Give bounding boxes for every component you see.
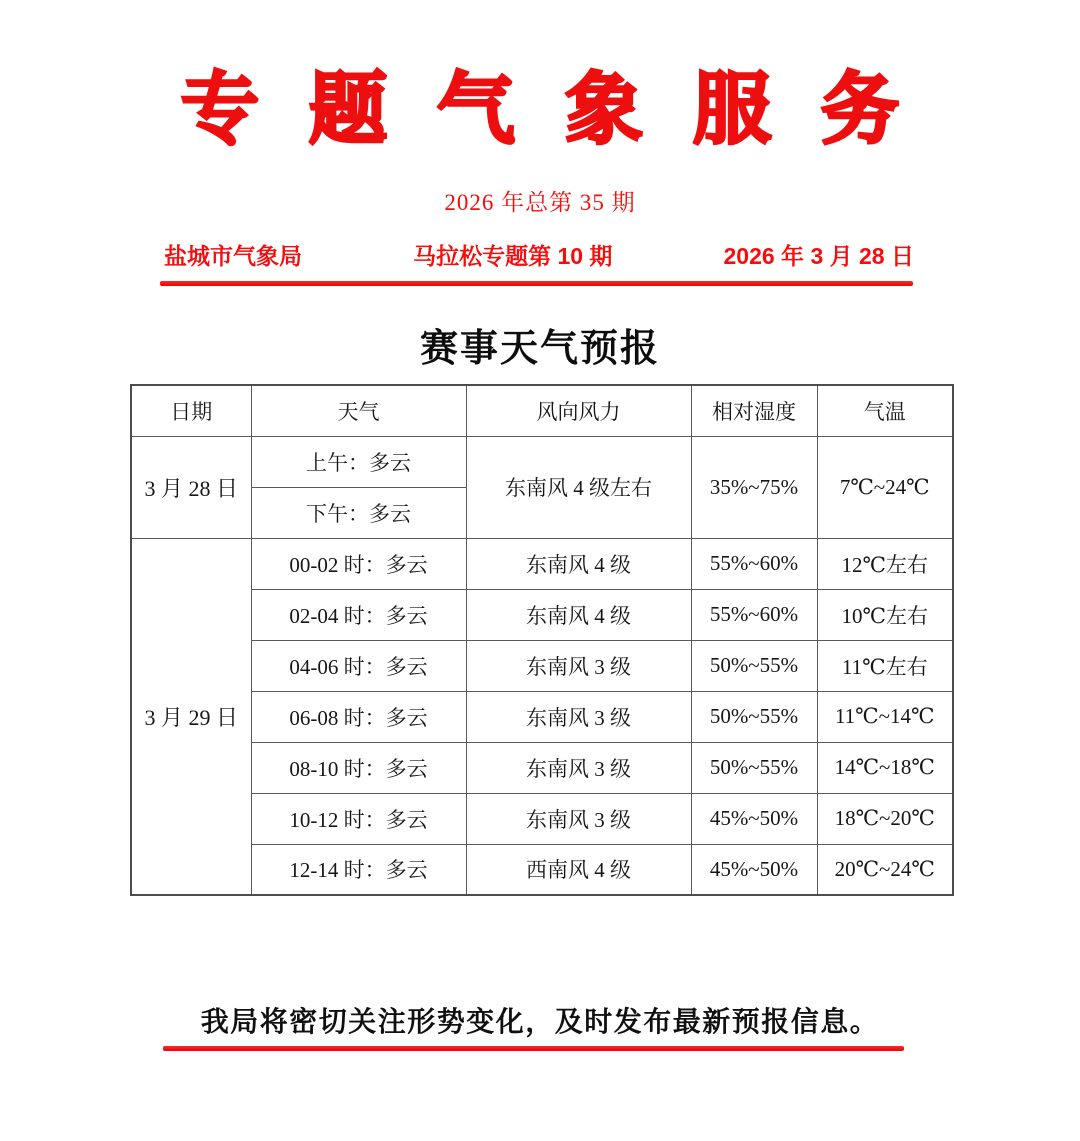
section-title: 赛事天气预报 — [419, 328, 660, 370]
table-row — [131, 640, 953, 691]
weather-cell: 12-14 时：多云 — [251, 844, 466, 895]
table-row — [131, 436, 953, 487]
table-row — [131, 538, 953, 589]
humidity-cell: 50%~55% — [691, 742, 817, 793]
temperature-cell: 11℃左右 — [817, 640, 953, 691]
agency-name: 盐城市气象局 — [164, 243, 302, 269]
temperature-cell: 18℃~20℃ — [817, 793, 953, 844]
date-cell: 3 月 29 日 — [131, 538, 251, 895]
wind-cell: 东南风 3 级 — [466, 691, 691, 742]
wind-cell: 西南风 4 级 — [466, 844, 691, 895]
masthead-divider-rule — [160, 281, 913, 286]
temperature-cell: 14℃~18℃ — [817, 742, 953, 793]
weather-cell: 08-10 时：多云 — [251, 742, 466, 793]
weather-cell: 00-02 时：多云 — [251, 538, 466, 589]
issue-number-line: 2026 年总第 35 期 — [444, 190, 636, 215]
footer-rule — [163, 1046, 904, 1051]
closing-note: 我局将密切关注形势变化，及时发布最新预报信息。 — [200, 1007, 880, 1038]
weather-cell: 10-12 时：多云 — [251, 793, 466, 844]
wind-cell: 东南风 3 级 — [466, 793, 691, 844]
forecast-table — [130, 384, 954, 896]
bulletin-title: 专题气象服务 — [180, 65, 949, 155]
wind-cell: 东南风 3 级 — [466, 640, 691, 691]
humidity-cell: 55%~60% — [691, 589, 817, 640]
header-cell-humidity: 相对湿度 — [691, 385, 817, 436]
table-row — [131, 589, 953, 640]
table-header-row — [131, 385, 953, 436]
humidity-cell: 50%~55% — [691, 640, 817, 691]
wind-cell: 东南风 4 级 — [466, 589, 691, 640]
header-cell-temperature: 气温 — [817, 385, 953, 436]
weather-cell: 06-08 时：多云 — [251, 691, 466, 742]
table-row — [131, 844, 953, 895]
wind-cell: 东南风 4 级左右 — [466, 436, 691, 538]
humidity-cell: 45%~50% — [691, 844, 817, 895]
table-row — [131, 691, 953, 742]
issue-date: 2026 年 3 月 28 日 — [723, 243, 914, 269]
wind-cell: 东南风 3 级 — [466, 742, 691, 793]
wind-cell: 东南风 4 级 — [466, 538, 691, 589]
table-row — [131, 742, 953, 793]
humidity-cell: 35%~75% — [691, 436, 817, 538]
weather-cell: 上午：多云 — [251, 436, 466, 487]
weather-cell: 下午：多云 — [251, 487, 466, 538]
header-cell-weather: 天气 — [251, 385, 466, 436]
temperature-cell: 20℃~24℃ — [817, 844, 953, 895]
masthead-row — [164, 238, 914, 271]
temperature-cell: 10℃左右 — [817, 589, 953, 640]
humidity-cell: 55%~60% — [691, 538, 817, 589]
table-row — [131, 793, 953, 844]
temperature-cell: 11℃~14℃ — [817, 691, 953, 742]
temperature-cell: 12℃左右 — [817, 538, 953, 589]
header-cell-wind: 风向风力 — [466, 385, 691, 436]
humidity-cell: 50%~55% — [691, 691, 817, 742]
temperature-cell: 7℃~24℃ — [817, 436, 953, 538]
humidity-cell: 45%~50% — [691, 793, 817, 844]
special-issue-label: 马拉松专题第 10 期 — [413, 243, 613, 269]
weather-cell: 02-04 时：多云 — [251, 589, 466, 640]
header-cell-date: 日期 — [131, 385, 251, 436]
date-cell: 3 月 28 日 — [131, 436, 251, 538]
weather-cell: 04-06 时：多云 — [251, 640, 466, 691]
